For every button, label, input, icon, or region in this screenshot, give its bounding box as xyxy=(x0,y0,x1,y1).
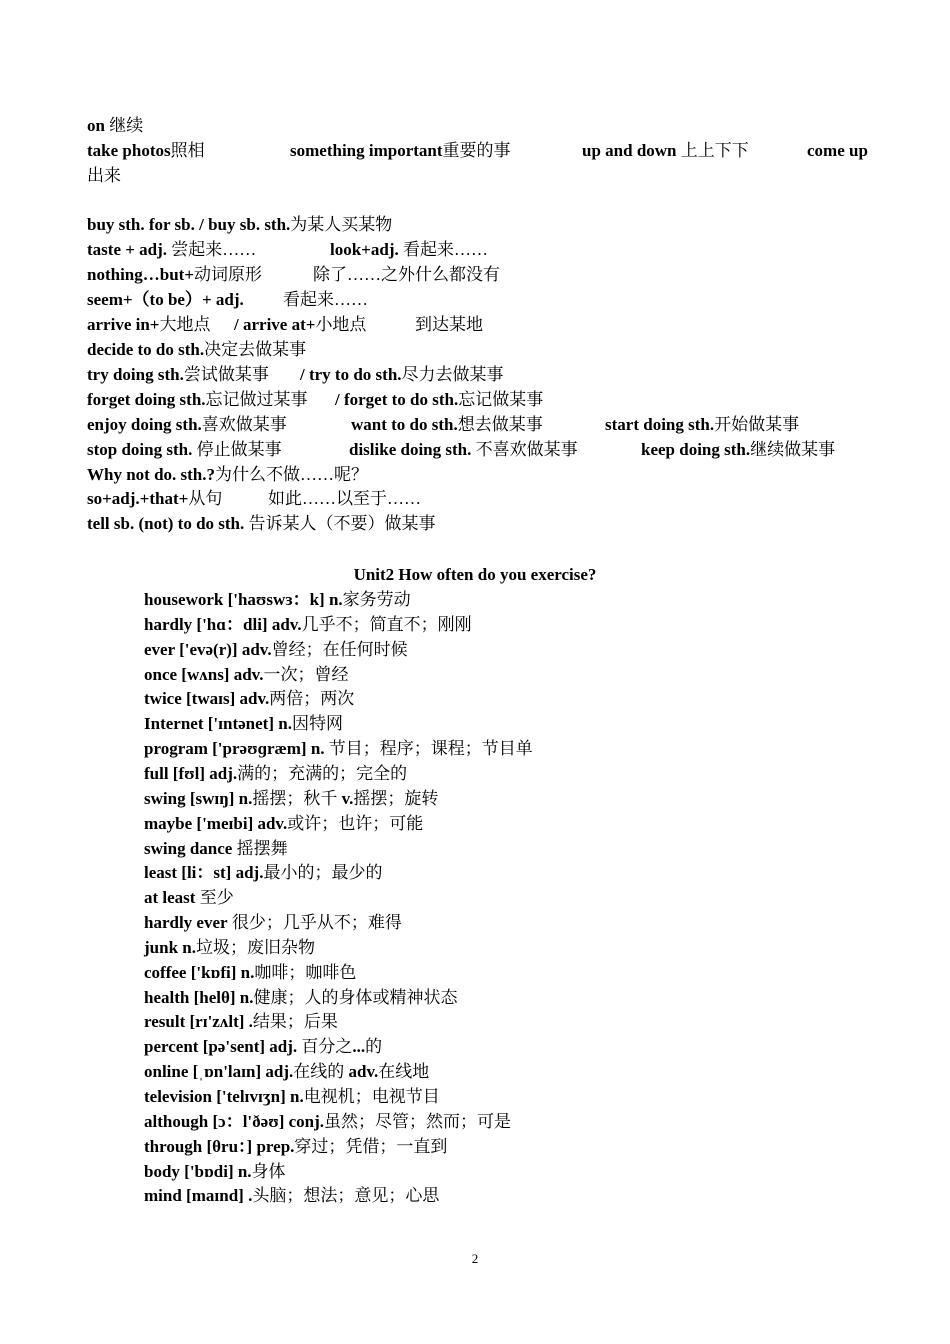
vocab-word: v. xyxy=(341,789,354,808)
top-line-chinese: 照相 xyxy=(170,141,205,160)
vocab-word: hardly ['hɑ：dli] adv. xyxy=(144,615,302,634)
vocab-entry xyxy=(144,812,423,836)
phrase-english: keep doing sth. xyxy=(641,440,751,459)
vocab-word: percent [pə'sent] adj. xyxy=(144,1037,298,1056)
top-line-chinese: 重要的事 xyxy=(442,141,511,160)
vocab-meaning: 最小的；最少的 xyxy=(263,863,383,882)
vocab-entry xyxy=(144,1035,382,1059)
phrase-segment xyxy=(351,413,543,437)
vocab-word: least [li：st] adj. xyxy=(144,863,264,882)
vocab-entry xyxy=(144,787,438,811)
phrase-segment xyxy=(313,263,500,287)
vocab-meaning: 垃圾；废旧杂物 xyxy=(195,938,315,957)
vocab-entry xyxy=(144,936,315,960)
vocab-meaning: 电视机；电视节目 xyxy=(303,1087,440,1106)
vocab-word: program ['prəʊɡræm] n. xyxy=(144,739,325,758)
vocab-word: ... xyxy=(352,1037,366,1056)
vocab-word: coffee ['kɒfi] n. xyxy=(144,963,255,982)
phrase-chinese: 继续做某事 xyxy=(750,440,836,459)
vocab-meaning: 的 xyxy=(365,1037,383,1056)
vocab-meaning: 摇摆；旋转 xyxy=(353,789,439,808)
phrase-english: / forget to do sth. xyxy=(335,390,459,409)
phrase-chinese: 看起来…… xyxy=(283,290,368,309)
phrase-segment xyxy=(87,288,244,312)
vocab-meaning: 在线地 xyxy=(378,1062,430,1081)
vocab-word: television ['telɪvɪʒn] n. xyxy=(144,1087,304,1106)
vocab-meaning: 至少 xyxy=(195,888,234,907)
phrase-chinese: 停止做某事 xyxy=(192,440,282,459)
phrase-segment xyxy=(268,487,421,511)
vocab-word: health [helθ] n. xyxy=(144,988,254,1007)
vocab-word: maybe ['meɪbi] adv. xyxy=(144,814,288,833)
top-line-chinese: 上上下下 xyxy=(676,141,749,160)
vocab-entry xyxy=(144,911,402,935)
phrase-english: / arrive at+ xyxy=(234,315,316,334)
phrase-chinese: 不喜欢做某事 xyxy=(471,440,578,459)
vocab-meaning: 曾经；在任何时候 xyxy=(271,640,408,659)
phrase-chinese: 忘记做某事 xyxy=(458,390,544,409)
vocab-entry xyxy=(144,1060,429,1084)
phrase-english: buy sth. for sb. / buy sb. sth. xyxy=(87,215,291,234)
vocab-entry xyxy=(144,1135,447,1159)
unit-title: Unit2 How often do you exercise? xyxy=(353,565,597,584)
vocab-entry xyxy=(144,1085,440,1109)
phrase-chinese: 除了……之外什么都没有 xyxy=(313,265,500,284)
phrase-segment xyxy=(234,313,366,337)
phrase-english: decide to do sth. xyxy=(87,340,205,359)
vocab-meaning: 家务劳动 xyxy=(342,590,411,609)
vocab-meaning: 身体 xyxy=(251,1162,286,1181)
phrase-segment xyxy=(641,438,835,462)
vocab-word: body ['bɒdi] n. xyxy=(144,1162,252,1181)
phrase-chinese: 忘记做过某事 xyxy=(205,390,308,409)
phrase-english: / try to do sth. xyxy=(300,365,402,384)
vocab-meaning: 或许；也许；可能 xyxy=(287,814,424,833)
vocab-meaning: 健康；人的身体或精神状态 xyxy=(253,988,458,1007)
vocab-entry xyxy=(144,886,234,910)
top-line-segment xyxy=(87,139,205,163)
vocab-entry xyxy=(144,588,411,612)
vocab-meaning: 摇摆舞 xyxy=(232,839,288,858)
phrase-chinese: 想去做某事 xyxy=(457,415,543,434)
vocab-word: junk n. xyxy=(144,938,196,957)
phrase-english: want to do sth. xyxy=(351,415,458,434)
phrase-english: nothing…but+ xyxy=(87,265,195,284)
vocab-word: swing [swɪŋ] n. xyxy=(144,789,253,808)
vocab-meaning: 穿过；凭借；一直到 xyxy=(294,1137,448,1156)
vocab-meaning: 百分之 xyxy=(297,1037,353,1056)
phrase-chinese: 到达某地 xyxy=(415,315,483,334)
phrase-english: arrive in+ xyxy=(87,315,160,334)
vocab-entry xyxy=(144,1160,286,1184)
phrase-english: dislike doing sth. xyxy=(349,440,472,459)
phrase-segment xyxy=(87,487,222,511)
phrase-chinese: 决定去做某事 xyxy=(204,340,307,359)
vocab-meaning: 满的；充满的；完全的 xyxy=(237,764,408,783)
phrase-chinese: 从句 xyxy=(188,489,223,508)
vocab-entry xyxy=(144,837,288,861)
phrase-english: stop doing sth. xyxy=(87,440,193,459)
page-number: 2 xyxy=(471,1251,479,1266)
vocab-meaning: 两倍；两次 xyxy=(269,689,355,708)
vocab-word: mind [maɪnd] . xyxy=(144,1186,253,1205)
vocab-entry xyxy=(144,613,472,637)
phrase-english: forget doing sth. xyxy=(87,390,206,409)
phrase-chinese: 告诉某人（不要）做某事 xyxy=(244,514,436,533)
phrase-english: seem+（to be）+ adj. xyxy=(87,290,244,309)
vocab-word: hardly ever xyxy=(144,913,228,932)
phrase-english: look+adj. xyxy=(330,240,399,259)
vocab-entry xyxy=(144,638,408,662)
vocab-meaning: 因特网 xyxy=(291,714,343,733)
vocab-word: housework ['haʊswɜ：k] n. xyxy=(144,590,343,609)
phrase-segment xyxy=(335,388,543,412)
vocab-entry xyxy=(144,861,382,885)
vocab-entry xyxy=(144,1010,338,1034)
phrase-chinese: 喜欢做某事 xyxy=(201,415,287,434)
vocab-meaning: 摇摆；秋千 xyxy=(252,789,342,808)
phrase-english: taste + adj. xyxy=(87,240,168,259)
phrase-segment xyxy=(283,288,368,312)
vocab-meaning: 节目；程序；课程；节目单 xyxy=(324,739,533,758)
vocab-entry xyxy=(144,961,356,985)
phrase-segment xyxy=(300,363,504,387)
top-line-english: come up xyxy=(807,141,868,160)
phrase-chinese: 为什么不做……呢？ xyxy=(215,465,369,484)
top-line-english: on xyxy=(87,116,105,135)
phrase-segment xyxy=(330,238,488,262)
phrase-english: Why not do. sth.? xyxy=(87,465,216,484)
phrase-segment xyxy=(349,438,578,462)
vocab-meaning: 几乎不；简直不；刚刚 xyxy=(301,615,472,634)
vocab-entry xyxy=(144,737,533,761)
top-line-segment xyxy=(807,139,868,163)
phrase-segment xyxy=(87,338,306,362)
phrase-segment xyxy=(87,263,262,287)
phrase-chinese: 尝起来…… xyxy=(167,240,257,259)
phrase-segment xyxy=(87,512,436,536)
phrase-segment xyxy=(87,463,368,487)
vocab-entry xyxy=(144,1110,511,1134)
phrase-segment xyxy=(87,388,308,412)
phrase-english: try doing sth. xyxy=(87,365,184,384)
phrase-chinese: 动词原形 xyxy=(194,265,263,284)
phrase-segment xyxy=(87,238,256,262)
phrase-segment xyxy=(415,313,483,337)
vocab-meaning: 咖啡；咖啡色 xyxy=(254,963,357,982)
phrase-chinese: 如此……以至于…… xyxy=(268,489,421,508)
vocab-word: online [ˌɒn'laɪn] adj. xyxy=(144,1062,294,1081)
top-line-english: up and down xyxy=(582,141,677,160)
phrase-segment xyxy=(87,313,210,337)
phrase-segment xyxy=(87,213,392,237)
vocab-entry xyxy=(144,663,348,687)
phrase-segment xyxy=(87,413,287,437)
top-line-chinese: 继续 xyxy=(104,116,144,135)
phrase-english: start doing sth. xyxy=(605,415,715,434)
vocab-meaning: 在线的 xyxy=(293,1062,349,1081)
top-line-english: something important xyxy=(290,141,443,160)
top-line-segment xyxy=(87,164,121,188)
phrase-english: enjoy doing sth. xyxy=(87,415,202,434)
phrase-chinese: 大地点 xyxy=(159,315,211,334)
vocab-word: once [wʌns] adv. xyxy=(144,665,264,684)
top-line-segment xyxy=(87,114,143,138)
phrase-segment xyxy=(87,438,282,462)
vocab-word: adv. xyxy=(348,1062,379,1081)
vocab-entry xyxy=(144,712,343,736)
vocab-entry xyxy=(144,687,354,711)
vocab-word: result [rɪ'zʌlt] . xyxy=(144,1012,253,1031)
vocab-word: Internet ['ɪntənet] n. xyxy=(144,714,292,733)
vocab-word: at least xyxy=(144,888,196,907)
vocab-meaning: 一次；曾经 xyxy=(263,665,349,684)
vocab-entry xyxy=(144,1184,439,1208)
phrase-english: tell sb. (not) to do sth. xyxy=(87,514,245,533)
vocab-word: ever ['evə(r)] adv. xyxy=(144,640,272,659)
vocab-meaning: 虽然；尽管；然而；可是 xyxy=(324,1112,512,1131)
top-line-segment xyxy=(582,139,749,163)
phrase-segment xyxy=(87,363,269,387)
vocab-meaning: 头脑；想法；意见；心思 xyxy=(252,1186,440,1205)
phrase-chinese: 小地点 xyxy=(315,315,367,334)
vocab-word: swing dance xyxy=(144,839,233,858)
phrase-english: so+adj.+that+ xyxy=(87,489,189,508)
phrase-chinese: 尽力去做某事 xyxy=(401,365,504,384)
top-line-segment xyxy=(290,139,511,163)
vocab-word: full [fʊl] adj. xyxy=(144,764,238,783)
vocab-meaning: 结果；后果 xyxy=(252,1012,338,1031)
phrase-chinese: 为某人买某物 xyxy=(290,215,393,234)
vocab-word: through [θru：] prep. xyxy=(144,1137,295,1156)
vocab-entry xyxy=(144,986,457,1010)
vocab-word: although [ɔ：l'ðəʊ] conj. xyxy=(144,1112,325,1131)
top-line-english: take photos xyxy=(87,141,171,160)
top-line-chinese: 出来 xyxy=(87,166,121,185)
phrase-segment xyxy=(605,413,799,437)
vocab-word: twice [twaɪs] adv. xyxy=(144,689,270,708)
phrase-chinese: 开始做某事 xyxy=(714,415,800,434)
vocab-entry xyxy=(144,762,407,786)
phrase-chinese: 尝试做某事 xyxy=(183,365,269,384)
phrase-chinese: 看起来…… xyxy=(398,240,488,259)
vocab-meaning: 很少；几乎从不；难得 xyxy=(227,913,402,932)
